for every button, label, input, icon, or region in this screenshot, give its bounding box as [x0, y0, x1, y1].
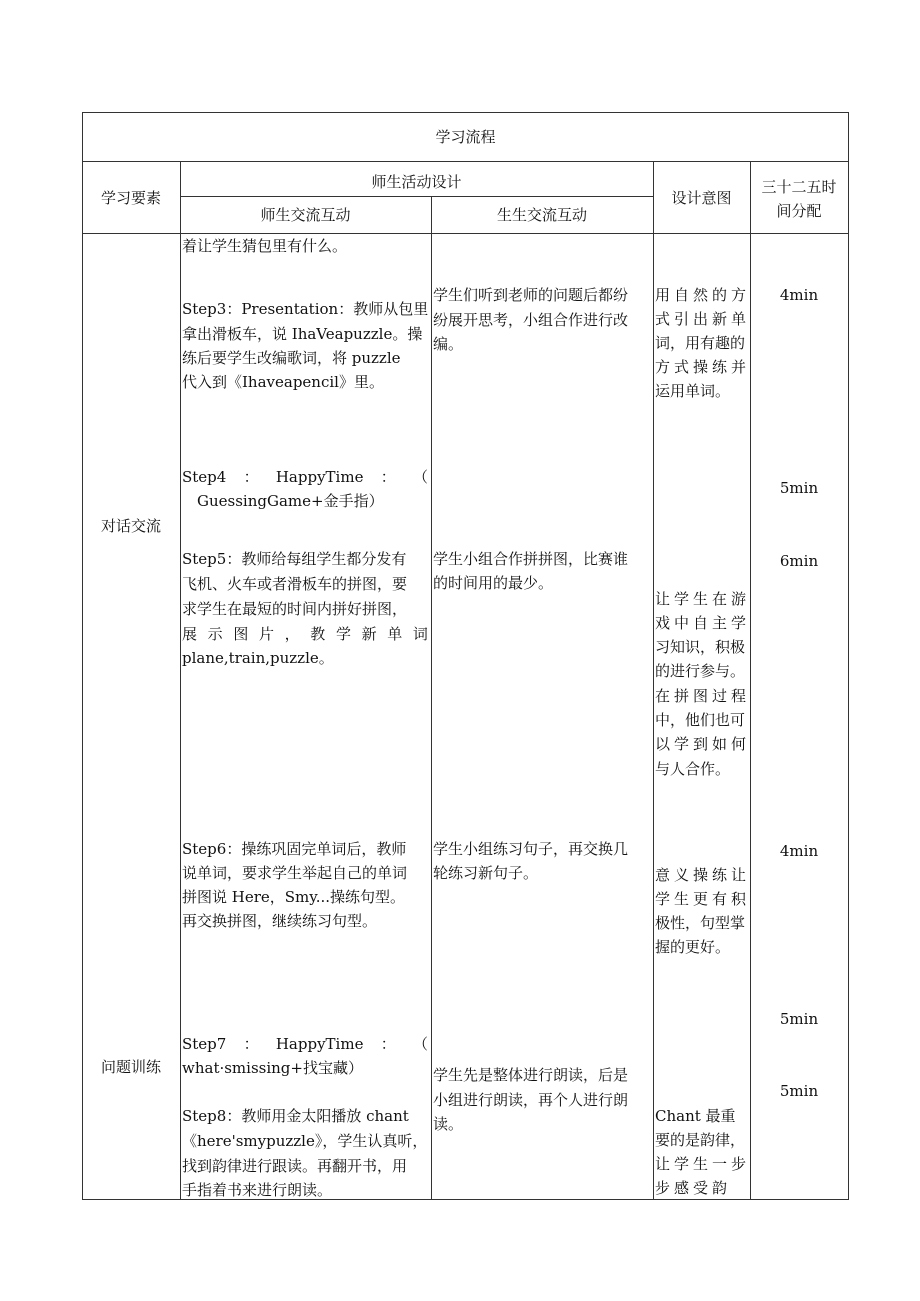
- step5-line: plane,train,puzzle。: [182, 649, 334, 667]
- student-activity-line: 学生先是整体进行朗读，后是: [433, 1066, 629, 1084]
- intent-line: 的进行参与。: [655, 662, 746, 680]
- step8-line: 手指着书来进行朗读。: [182, 1181, 333, 1199]
- intent-line: 方式操练并: [655, 358, 751, 376]
- step3-line: Step3：Presentation：教师从包里: [182, 300, 429, 318]
- intent-line: 学生更有积: [655, 890, 751, 908]
- header-design: 师生活动设计: [371, 173, 462, 191]
- intent-line: 步感受韵: [655, 1179, 732, 1197]
- step5-part: ，: [284, 625, 300, 643]
- step5-line: 飞机、火车或者滑板车的拼图，要: [182, 575, 408, 593]
- step7-part: Step7: [182, 1035, 227, 1053]
- header-teacher-student: 师生交流互动: [260, 206, 351, 224]
- step5-part: 教: [310, 625, 326, 643]
- step4-line: GuessingGame+金手指）: [197, 492, 384, 510]
- step6-line: 拼图说 Here，Smy...操练句型。: [182, 888, 406, 906]
- table-rule: [431, 196, 432, 1200]
- intent-line: 中，他们也可: [655, 711, 746, 729]
- intent-line: 让学生在游: [655, 590, 751, 608]
- step5-part: 词: [412, 625, 428, 643]
- step7-part: ：: [380, 1035, 396, 1053]
- table-title: 学习流程: [435, 128, 496, 146]
- step3-line: 练后要学生改编歌词，将 puzzle: [182, 349, 401, 367]
- step6-line: Step6：操练巩固完单词后，教师: [182, 840, 407, 858]
- table-border-top: [82, 112, 849, 113]
- intent-line: 戏中自主学: [655, 614, 751, 632]
- step5-part: 示: [207, 625, 223, 643]
- step5-part: 图: [233, 625, 249, 643]
- student-activity-line: 学生小组合作拼拼图，比赛谁: [433, 550, 629, 568]
- step3-line: 拿出滑板车，说 IhaVeapuzzle。操: [182, 325, 423, 343]
- student-activity-line: 读。: [433, 1115, 464, 1133]
- intent-line: 让学生一步: [655, 1155, 751, 1173]
- step5-line: 求学生在最短的时间内拼好拼图，: [182, 600, 408, 618]
- intent-line: 极性，句型掌: [655, 914, 746, 932]
- step7-part: （: [412, 1035, 428, 1053]
- step4-part: HappyTime: [275, 468, 364, 486]
- time-allocation: 4min: [779, 842, 819, 860]
- teacher-intro: 着让学生猜包里有什么。: [182, 237, 348, 255]
- step5-part: 展: [182, 625, 198, 643]
- step5-part: 新: [361, 625, 377, 643]
- time-allocation: 4min: [779, 286, 819, 304]
- step7-part: HappyTime: [275, 1035, 364, 1053]
- student-activity-line: 轮练习新句子。: [433, 864, 539, 882]
- intent-line: 意义操练让: [655, 866, 751, 884]
- table-rule: [653, 161, 654, 1200]
- step8-line: 《here'smypuzzle》，学生认真听，: [182, 1132, 428, 1150]
- row-label-problem: 问题训练: [100, 1058, 161, 1076]
- step8-line: Step8：教师用金太阳播放 chant: [182, 1107, 409, 1125]
- header-student-student: 生生交流互动: [496, 206, 587, 224]
- step8-line: 找到韵律进行跟读。再翻开书，用: [182, 1157, 408, 1175]
- step7-line: what·smissing+找宝藏）: [182, 1059, 363, 1077]
- table-border-left: [82, 112, 83, 1200]
- step5-part: 学: [335, 625, 351, 643]
- table-rule: [750, 161, 751, 1200]
- intent-line: Chant 最重: [655, 1107, 736, 1125]
- header-elements: 学习要素: [100, 189, 161, 207]
- step7-part: ：: [243, 1035, 259, 1053]
- table-rule: [82, 161, 849, 162]
- step4-part: ：: [243, 468, 259, 486]
- student-activity-line: 小组进行朗读，再个人进行朗: [433, 1091, 629, 1109]
- intent-line: 在拼图过程: [655, 687, 751, 705]
- student-activity-line: 的时间用的最少。: [433, 574, 554, 592]
- step4-part: （: [412, 468, 428, 486]
- student-activity-line: 编。: [433, 335, 464, 353]
- intent-line: 与人合作。: [655, 760, 731, 778]
- intent-line: 以学到如何: [655, 735, 751, 753]
- intent-line: 习知识，积极: [655, 638, 746, 656]
- student-activity-line: 纷展开思考，小组合作进行改: [433, 311, 629, 329]
- intent-line: 词，用有趣的: [655, 334, 746, 352]
- time-allocation: 5min: [779, 1010, 819, 1028]
- intent-line: 式引出新单: [655, 310, 751, 328]
- step6-line: 再交换拼图，继续练习句型。: [182, 912, 378, 930]
- step4-line: [182, 465, 428, 489]
- step5-line: [182, 622, 428, 646]
- intent-line: 运用单词。: [655, 382, 731, 400]
- student-activity-line: 学生小组练习句子，再交换几: [433, 840, 629, 858]
- step3-line: 代入到《Ihaveapencil》里。: [182, 373, 384, 391]
- header-time-line2: 间分配: [776, 202, 822, 220]
- step4-part: Step4: [182, 468, 227, 486]
- step5-line: Step5：教师给每组学生都分发有: [182, 550, 407, 568]
- table-border-right: [848, 112, 849, 1200]
- intent-line: 用自然的方: [655, 286, 751, 304]
- time-allocation: 5min: [779, 479, 819, 497]
- step5-part: 片: [258, 625, 274, 643]
- table-rule: [180, 161, 181, 1200]
- step5-part: 单: [387, 625, 403, 643]
- step6-line: 说单词，要求学生举起自己的单词: [182, 864, 408, 882]
- student-activity-line: 学生们听到老师的问题后都纷: [433, 286, 629, 304]
- time-allocation: 6min: [779, 552, 819, 570]
- intent-line: 要的是韵律，: [655, 1131, 746, 1149]
- step4-part: ：: [380, 468, 396, 486]
- step7-line: [182, 1032, 428, 1056]
- time-allocation: 5min: [779, 1082, 819, 1100]
- header-time-line1: 三十二五时: [761, 178, 837, 196]
- table-rule: [180, 196, 653, 197]
- intent-line: 握的更好。: [655, 938, 731, 956]
- header-intent: 设计意图: [671, 189, 732, 207]
- row-label-dialog: 对话交流: [100, 517, 161, 535]
